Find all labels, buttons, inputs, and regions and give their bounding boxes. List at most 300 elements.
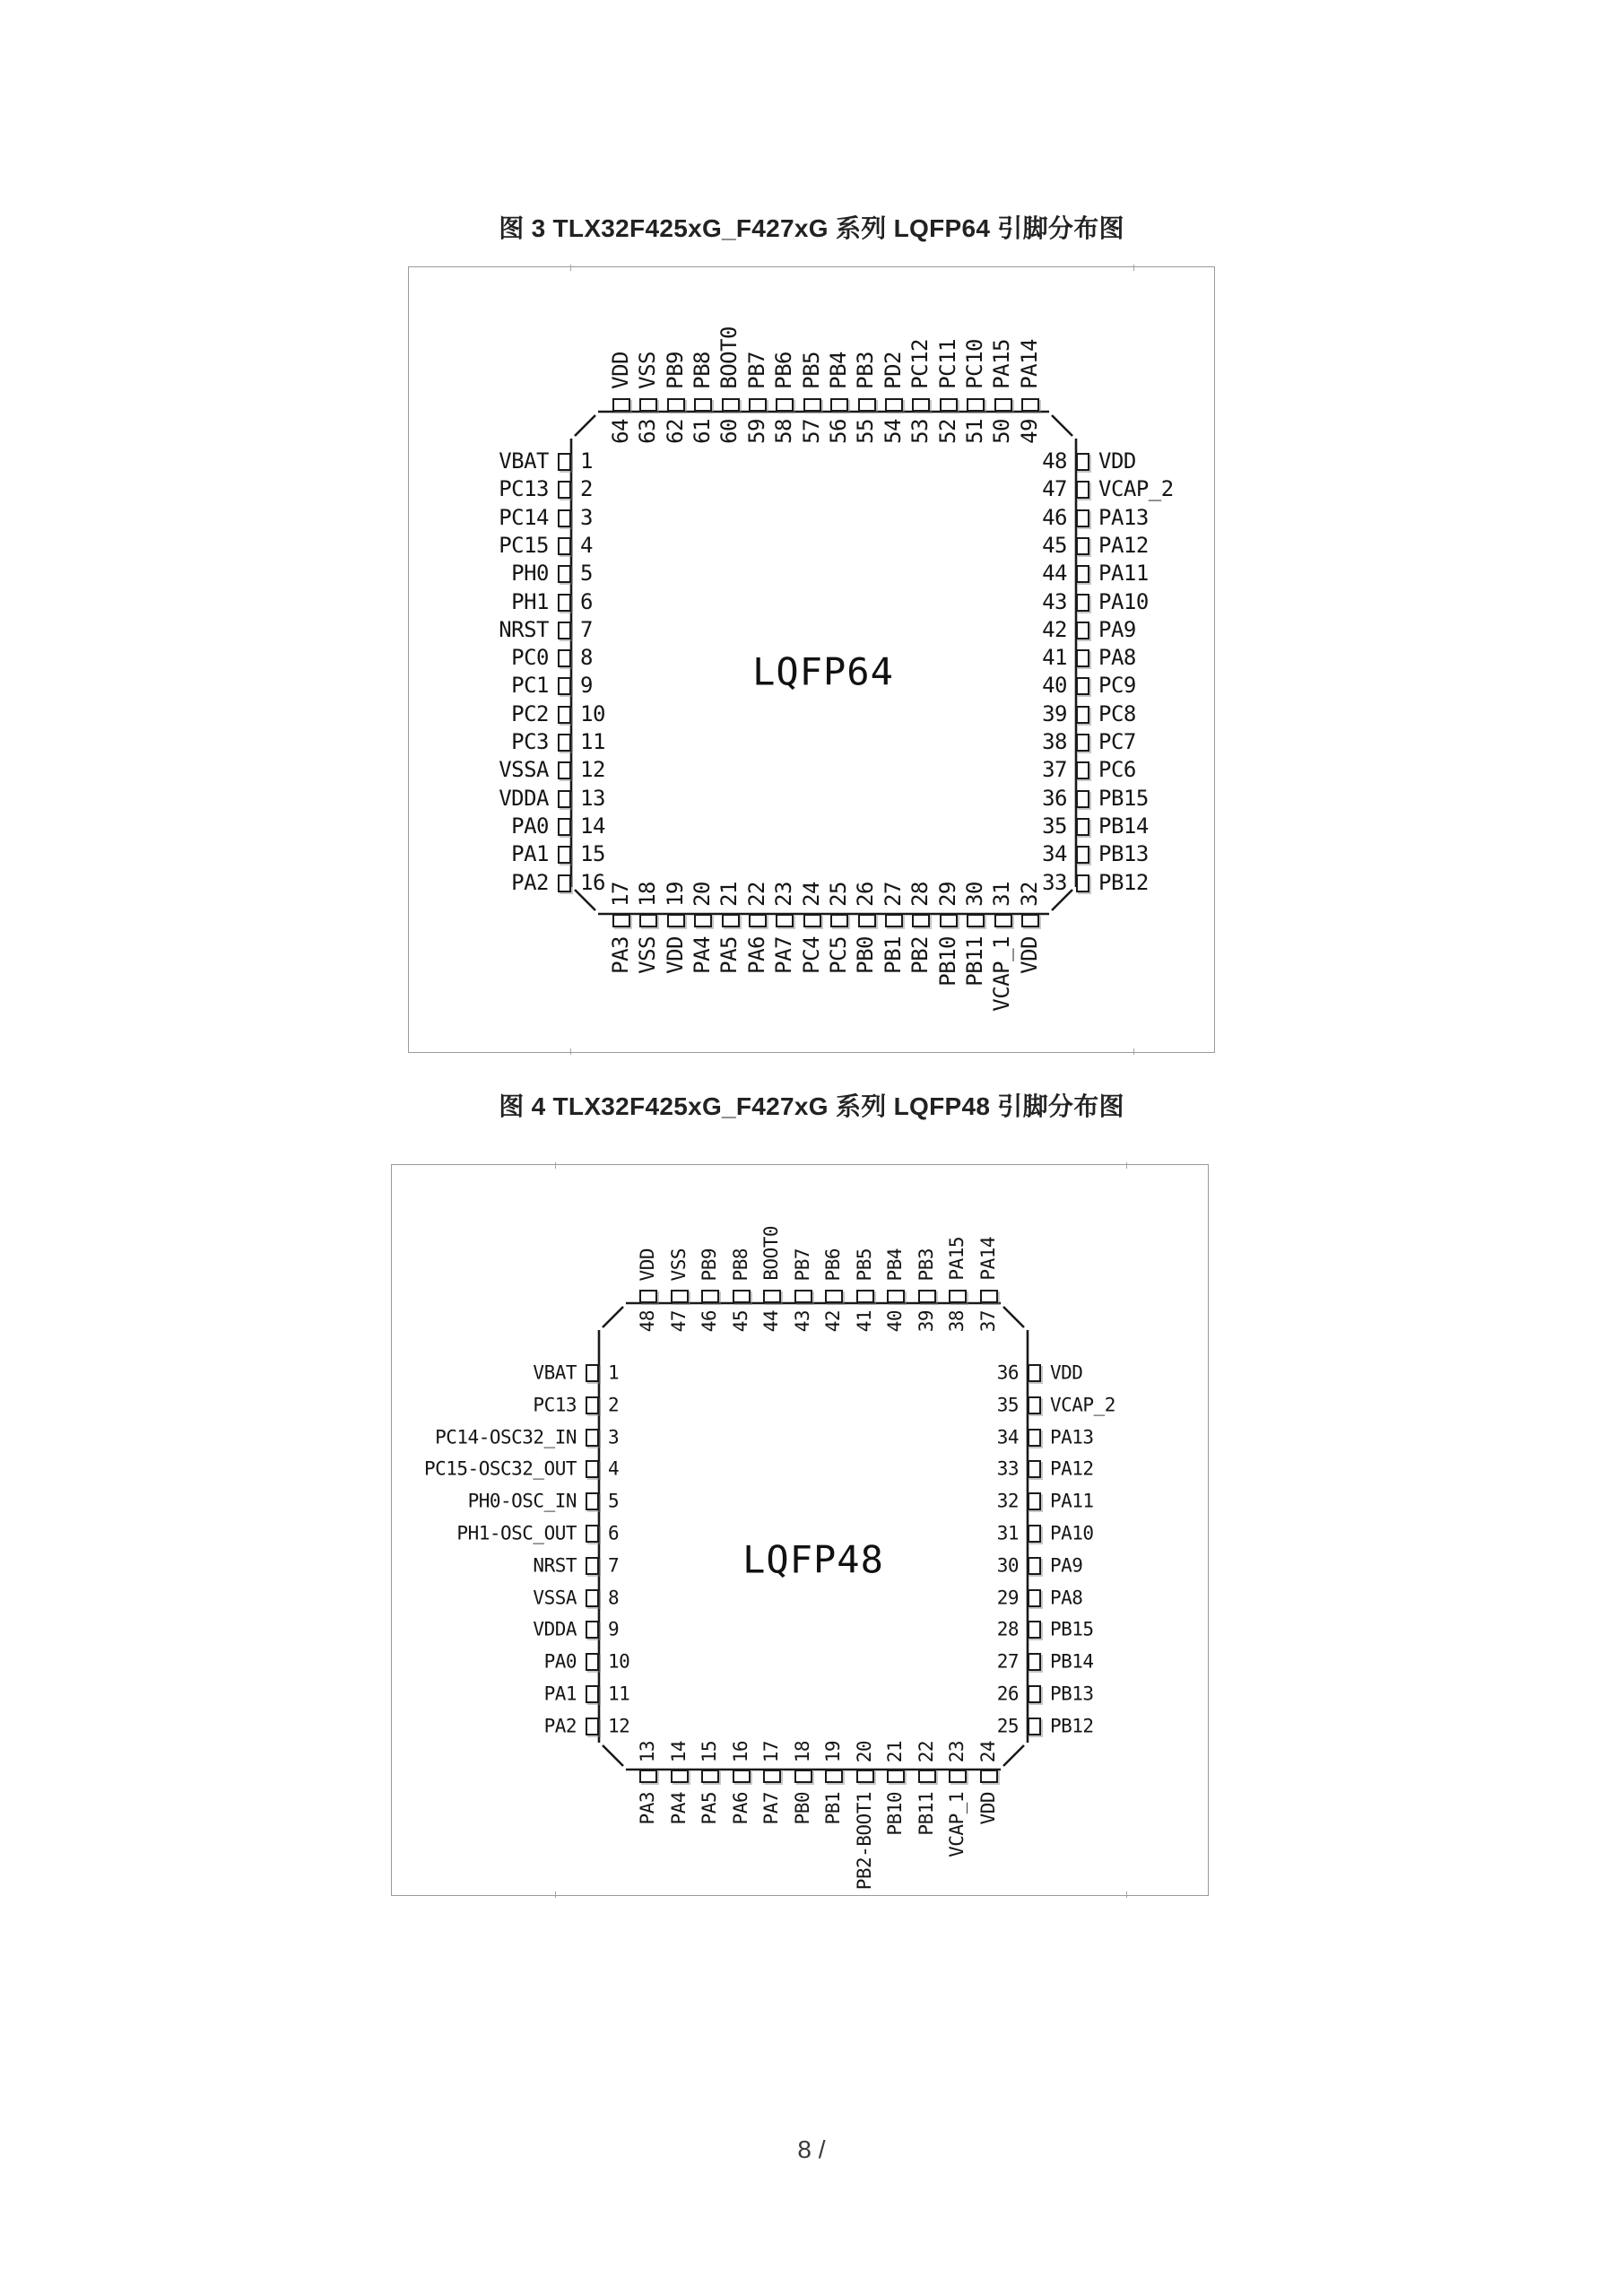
- pin-number-59: 59: [743, 419, 769, 444]
- pin-number-30: 30: [962, 882, 987, 907]
- pin-label-51: PC10: [962, 339, 987, 389]
- pin-number-44: 44: [760, 1310, 783, 1333]
- pin-label-34: PB13: [1098, 841, 1149, 867]
- pin-pad-35: [1076, 818, 1089, 836]
- pin-number-43: 43: [1042, 588, 1067, 614]
- pin-label-59: PB7: [743, 352, 769, 389]
- pin-pad-46: [701, 1290, 719, 1303]
- pin-number-41: 41: [853, 1310, 875, 1333]
- pin-pad-39: [1076, 706, 1089, 724]
- pin-pad-33: [1076, 874, 1089, 892]
- pin-label-4: PC15-OSC32_OUT: [423, 1457, 577, 1480]
- pin-label-47: VSS: [667, 1248, 690, 1281]
- pin-pad-17: [612, 914, 630, 927]
- pin-label-6: PH1-OSC_OUT: [456, 1522, 577, 1544]
- pin-pad-24: [803, 914, 821, 927]
- pin-label-46: PB9: [699, 1248, 721, 1281]
- pin-pad-13: [639, 1770, 657, 1783]
- pin-number-13: 13: [637, 1740, 659, 1762]
- lqfp48-diagram: [391, 1164, 1209, 1896]
- pin-number-37: 37: [1042, 757, 1067, 783]
- pin-number-22: 22: [915, 1740, 937, 1762]
- pin-number-5: 5: [608, 1490, 620, 1512]
- pin-number-17: 17: [607, 882, 633, 907]
- pin-number-15: 15: [580, 841, 605, 867]
- pin-pad-30: [967, 914, 985, 927]
- pin-pad-43: [794, 1290, 812, 1303]
- pin-number-28: 28: [907, 882, 933, 907]
- pin-label-30: PA9: [1050, 1554, 1083, 1577]
- pin-pad-30: [1028, 1557, 1041, 1575]
- pin-label-48: VDD: [637, 1248, 659, 1281]
- pin-pad-25: [1028, 1718, 1041, 1735]
- pin-number-41: 41: [1042, 644, 1067, 670]
- pin-label-57: PB5: [798, 352, 824, 389]
- border-tick: [570, 265, 571, 271]
- corner-mark: [1003, 1745, 1024, 1766]
- pin-pad-41: [856, 1290, 874, 1303]
- pin-label-19: PB1: [822, 1792, 845, 1825]
- pin-label-44: PA11: [1098, 561, 1149, 587]
- pin-label-14: PA0: [511, 813, 549, 839]
- pin-label-13: PA3: [637, 1792, 659, 1825]
- pin-pad-9: [558, 677, 571, 695]
- pin-number-25: 25: [826, 882, 851, 907]
- pin-pad-2: [586, 1396, 599, 1414]
- pin-number-9: 9: [580, 673, 593, 699]
- pin-number-39: 39: [1042, 700, 1067, 726]
- pin-label-16: PA2: [511, 869, 549, 895]
- pin-number-23: 23: [946, 1740, 968, 1762]
- pin-label-36: PB15: [1098, 785, 1149, 811]
- pin-label-53: PC12: [907, 339, 933, 389]
- pin-number-18: 18: [791, 1740, 813, 1762]
- pin-number-52: 52: [934, 419, 960, 444]
- pin-number-9: 9: [608, 1618, 620, 1640]
- pin-number-37: 37: [976, 1310, 999, 1333]
- pin-label-63: VSS: [635, 352, 661, 389]
- pin-pad-50: [994, 398, 1012, 412]
- pin-label-15: PA1: [511, 841, 549, 867]
- pin-label-28: PB15: [1050, 1618, 1094, 1640]
- pin-label-48: VDD: [1098, 448, 1136, 474]
- pin-number-21: 21: [716, 882, 742, 907]
- pin-pad-37: [1076, 761, 1089, 779]
- border-tick: [1126, 1162, 1127, 1169]
- pin-pad-46: [1076, 509, 1089, 527]
- pin-pad-47: [671, 1290, 689, 1303]
- pin-label-9: PC1: [511, 673, 549, 699]
- pin-label-43: PB7: [791, 1248, 813, 1281]
- pin-label-3: PC14: [499, 504, 549, 530]
- pin-number-30: 30: [996, 1554, 1019, 1577]
- pin-number-63: 63: [635, 419, 661, 444]
- pin-label-1: VBAT: [533, 1361, 577, 1384]
- pin-pad-12: [586, 1718, 599, 1735]
- pin-label-17: PA3: [607, 936, 633, 974]
- corner-mark: [603, 1745, 623, 1766]
- pin-label-22: PB11: [915, 1792, 937, 1836]
- pin-label-36: VDD: [1050, 1361, 1083, 1384]
- pin-number-19: 19: [662, 882, 688, 907]
- pin-label-39: PB3: [915, 1248, 937, 1281]
- pin-pad-26: [1028, 1685, 1041, 1703]
- pin-pad-3: [558, 509, 571, 527]
- pin-pad-31: [994, 914, 1012, 927]
- pin-number-34: 34: [1042, 841, 1067, 867]
- pin-label-62: PB9: [662, 352, 688, 389]
- pin-number-39: 39: [915, 1310, 937, 1333]
- pin-number-2: 2: [580, 476, 593, 502]
- pin-number-58: 58: [771, 419, 797, 444]
- pin-label-12: VSSA: [499, 757, 549, 783]
- pin-label-10: PC2: [511, 700, 549, 726]
- pin-number-31: 31: [996, 1522, 1019, 1544]
- pin-number-61: 61: [690, 419, 715, 444]
- pin-label-28: PB2: [907, 936, 933, 974]
- pin-number-11: 11: [608, 1683, 630, 1705]
- pin-number-45: 45: [1042, 532, 1067, 558]
- pin-pad-44: [763, 1290, 781, 1303]
- pin-pad-11: [586, 1685, 599, 1703]
- pin-label-55: PB3: [853, 352, 879, 389]
- pin-label-56: PB4: [826, 352, 851, 389]
- pin-label-58: PB6: [771, 352, 797, 389]
- pin-pad-44: [1076, 565, 1089, 583]
- pin-number-44: 44: [1042, 561, 1067, 587]
- pin-number-42: 42: [822, 1310, 845, 1333]
- pin-pad-18: [794, 1770, 812, 1783]
- pin-label-10: PA0: [543, 1650, 577, 1673]
- pin-label-25: PB12: [1050, 1715, 1094, 1737]
- pin-label-64: VDD: [607, 352, 633, 389]
- pin-number-51: 51: [962, 419, 987, 444]
- pin-pad-55: [858, 398, 876, 412]
- pin-label-2: PC13: [533, 1394, 577, 1416]
- pin-label-8: VSSA: [533, 1587, 577, 1609]
- pin-label-30: PB11: [962, 936, 987, 987]
- pin-number-43: 43: [791, 1310, 813, 1333]
- pin-number-38: 38: [946, 1310, 968, 1333]
- pin-label-6: PH1: [511, 588, 549, 614]
- pin-pad-16: [558, 874, 571, 892]
- border-tick: [555, 1162, 556, 1169]
- border-tick: [1126, 1892, 1127, 1898]
- pin-pad-6: [586, 1525, 599, 1543]
- pin-pad-12: [558, 761, 571, 779]
- pin-label-15: PA5: [699, 1792, 721, 1825]
- border-tick: [1133, 265, 1134, 271]
- pin-number-24: 24: [976, 1740, 999, 1762]
- pin-label-5: PH0-OSC_IN: [467, 1490, 577, 1512]
- pin-pad-13: [558, 790, 571, 808]
- pin-number-46: 46: [1042, 504, 1067, 530]
- pin-label-29: PB10: [934, 936, 960, 987]
- pin-pad-29: [940, 914, 958, 927]
- pin-number-32: 32: [996, 1490, 1019, 1512]
- pin-label-9: VDDA: [533, 1618, 577, 1640]
- pin-number-48: 48: [637, 1310, 659, 1333]
- pin-label-20: PB2-BOOT1: [853, 1792, 875, 1891]
- pin-label-12: PA2: [543, 1715, 577, 1737]
- pin-pad-1: [586, 1364, 599, 1382]
- figure3-title: 图 3 TLX32F425xG_F427xG 系列 LQFP64 引脚分布图: [499, 214, 1124, 242]
- pin-pad-8: [586, 1589, 599, 1607]
- pin-pad-42: [825, 1290, 843, 1303]
- pin-label-18: VSS: [635, 936, 661, 974]
- pin-label-35: PB14: [1098, 813, 1149, 839]
- pin-pad-32: [1028, 1492, 1041, 1510]
- corner-mark: [1052, 415, 1072, 436]
- pin-number-8: 8: [580, 644, 593, 670]
- pin-pad-28: [912, 914, 930, 927]
- pin-pad-4: [558, 537, 571, 555]
- pin-number-10: 10: [608, 1650, 630, 1673]
- pin-label-14: PA4: [667, 1792, 690, 1825]
- pin-pad-64: [612, 398, 630, 412]
- pin-pad-27: [885, 914, 903, 927]
- pin-pad-1: [558, 453, 571, 471]
- pin-label-29: PA8: [1050, 1587, 1083, 1609]
- pin-number-42: 42: [1042, 616, 1067, 642]
- pin-label-26: PB0: [853, 936, 879, 974]
- pin-number-15: 15: [699, 1740, 721, 1762]
- pin-number-24: 24: [798, 882, 824, 907]
- pin-pad-16: [733, 1770, 751, 1783]
- pin-number-6: 6: [608, 1522, 620, 1544]
- pin-number-3: 3: [580, 504, 593, 530]
- pin-pad-61: [694, 398, 712, 412]
- pin-pad-35: [1028, 1396, 1041, 1414]
- pin-label-8: PC0: [511, 644, 549, 670]
- pin-pad-45: [733, 1290, 751, 1303]
- pin-pad-23: [776, 914, 794, 927]
- page-number: 8 /: [797, 2135, 826, 2163]
- pin-label-34: PA13: [1050, 1426, 1094, 1448]
- pin-number-11: 11: [580, 728, 605, 754]
- pin-pad-11: [558, 734, 571, 752]
- pin-pad-14: [558, 818, 571, 836]
- pin-pad-22: [918, 1770, 936, 1783]
- pin-label-60: BOOT0: [716, 326, 742, 389]
- pin-label-2: PC13: [499, 476, 549, 502]
- pin-number-13: 13: [580, 785, 605, 811]
- corner-mark: [575, 415, 595, 436]
- corner-mark: [1003, 1307, 1024, 1327]
- pin-number-28: 28: [996, 1618, 1019, 1640]
- pin-label-23: PA7: [771, 936, 797, 974]
- pin-pad-26: [858, 914, 876, 927]
- pin-pad-21: [887, 1770, 905, 1783]
- pin-number-55: 55: [853, 419, 879, 444]
- pin-label-27: PB14: [1050, 1650, 1094, 1673]
- pin-number-35: 35: [1042, 813, 1067, 839]
- pin-pad-48: [1076, 453, 1089, 471]
- pin-label-33: PB12: [1098, 869, 1149, 895]
- pin-label-31: PA10: [1050, 1522, 1094, 1544]
- pin-pad-27: [1028, 1653, 1041, 1671]
- pin-label-31: VCAP_1: [989, 936, 1015, 1012]
- pin-number-32: 32: [1016, 882, 1042, 907]
- pin-pad-57: [803, 398, 821, 412]
- pin-label-19: VDD: [662, 936, 688, 974]
- pin-number-2: 2: [608, 1394, 620, 1416]
- pin-number-47: 47: [1042, 476, 1067, 502]
- pin-pad-34: [1076, 846, 1089, 864]
- pin-pad-58: [776, 398, 794, 412]
- pin-label-49: PA14: [1016, 339, 1042, 389]
- pin-pad-19: [825, 1770, 843, 1783]
- pin-label-27: PB1: [880, 936, 906, 974]
- pin-label-46: PA13: [1098, 504, 1149, 530]
- pin-label-24: PC4: [798, 936, 824, 974]
- pin-number-8: 8: [608, 1587, 620, 1609]
- pin-number-4: 4: [608, 1457, 620, 1480]
- pin-label-23: VCAP_1: [946, 1792, 968, 1857]
- pin-pad-10: [586, 1653, 599, 1671]
- pin-label-45: PA12: [1098, 532, 1149, 558]
- pin-pad-20: [694, 914, 712, 927]
- pin-label-11: PC3: [511, 728, 549, 754]
- pin-pad-56: [830, 398, 848, 412]
- pin-label-37: PC6: [1098, 757, 1136, 783]
- lqfp64-diagram: [408, 266, 1215, 1053]
- pin-number-3: 3: [608, 1426, 620, 1448]
- pin-number-20: 20: [690, 882, 715, 907]
- pin-label-1: VBAT: [499, 448, 549, 474]
- pin-pad-62: [667, 398, 685, 412]
- pin-pad-19: [667, 914, 685, 927]
- pin-number-1: 1: [608, 1361, 620, 1384]
- pin-number-26: 26: [996, 1683, 1019, 1705]
- pin-label-13: VDDA: [499, 785, 549, 811]
- pin-pad-15: [701, 1770, 719, 1783]
- pin-number-19: 19: [822, 1740, 845, 1762]
- pin-pad-17: [763, 1770, 781, 1783]
- pin-label-35: VCAP_2: [1050, 1394, 1115, 1416]
- pin-number-45: 45: [729, 1310, 751, 1333]
- pin-label-5: PH0: [511, 561, 549, 587]
- pin-pad-7: [558, 622, 571, 639]
- pin-pad-7: [586, 1557, 599, 1575]
- pin-number-12: 12: [608, 1715, 630, 1737]
- pin-label-42: PA9: [1098, 616, 1136, 642]
- pin-number-12: 12: [580, 757, 605, 783]
- pin-pad-37: [980, 1290, 998, 1303]
- pin-number-48: 48: [1042, 448, 1067, 474]
- pin-number-7: 7: [580, 616, 593, 642]
- pin-label-18: PB0: [791, 1792, 813, 1825]
- pin-number-33: 33: [1042, 869, 1067, 895]
- pin-label-39: PC8: [1098, 700, 1136, 726]
- pin-pad-52: [940, 398, 958, 412]
- pin-label-45: PB8: [729, 1248, 751, 1281]
- pin-label-11: PA1: [543, 1683, 577, 1705]
- pin-pad-45: [1076, 537, 1089, 555]
- pin-pad-22: [749, 914, 767, 927]
- pin-pad-63: [639, 398, 657, 412]
- pin-label-41: PB5: [853, 1248, 875, 1281]
- pin-number-56: 56: [826, 419, 851, 444]
- pin-label-40: PC9: [1098, 673, 1136, 699]
- pin-number-27: 27: [996, 1650, 1019, 1673]
- pin-number-54: 54: [880, 419, 906, 444]
- pin-number-62: 62: [662, 419, 688, 444]
- pin-pad-49: [1021, 398, 1039, 412]
- pin-number-1: 1: [580, 448, 593, 474]
- chip-package-label: LQFP48: [742, 1537, 884, 1582]
- pin-number-6: 6: [580, 588, 593, 614]
- pin-pad-25: [830, 914, 848, 927]
- pin-number-14: 14: [580, 813, 605, 839]
- pin-number-33: 33: [996, 1457, 1019, 1480]
- pin-number-20: 20: [853, 1740, 875, 1762]
- pin-number-34: 34: [996, 1426, 1019, 1448]
- pin-number-25: 25: [996, 1715, 1019, 1737]
- pin-pad-32: [1021, 914, 1039, 927]
- pin-pad-5: [586, 1492, 599, 1510]
- pin-label-42: PB6: [822, 1248, 845, 1281]
- pin-label-38: PA15: [946, 1237, 968, 1281]
- pin-pad-40: [887, 1290, 905, 1303]
- pin-label-20: PA4: [690, 936, 715, 974]
- pin-number-23: 23: [771, 882, 797, 907]
- pin-pad-43: [1076, 594, 1089, 612]
- pin-label-37: PA14: [976, 1237, 999, 1281]
- pin-number-40: 40: [1042, 673, 1067, 699]
- pin-label-21: PA5: [716, 936, 742, 974]
- pin-label-32: PA11: [1050, 1490, 1094, 1512]
- pin-label-17: PA7: [760, 1792, 783, 1825]
- pin-label-24: VDD: [976, 1792, 999, 1825]
- pin-pad-15: [558, 846, 571, 864]
- pin-label-25: PC5: [826, 936, 851, 974]
- pin-label-43: PA10: [1098, 588, 1149, 614]
- pin-number-50: 50: [989, 419, 1015, 444]
- pin-number-46: 46: [699, 1310, 721, 1333]
- pin-pad-36: [1076, 790, 1089, 808]
- pin-number-29: 29: [996, 1587, 1019, 1609]
- pin-number-26: 26: [853, 882, 879, 907]
- pin-number-49: 49: [1016, 419, 1042, 444]
- pin-label-7: NRST: [499, 616, 549, 642]
- pin-pad-4: [586, 1460, 599, 1478]
- pin-pad-36: [1028, 1364, 1041, 1382]
- pin-label-41: PA8: [1098, 644, 1136, 670]
- pin-label-44: BOOT0: [760, 1226, 783, 1281]
- pin-pad-8: [558, 649, 571, 667]
- pin-number-21: 21: [884, 1740, 907, 1762]
- pin-pad-33: [1028, 1460, 1041, 1478]
- pin-pad-14: [671, 1770, 689, 1783]
- pin-label-4: PC15: [499, 532, 549, 558]
- border-tick: [570, 1048, 571, 1055]
- border-tick: [1133, 1048, 1134, 1055]
- pin-number-7: 7: [608, 1554, 620, 1577]
- pin-pad-28: [1028, 1621, 1041, 1639]
- pin-pad-40: [1076, 677, 1089, 695]
- pin-label-52: PC11: [934, 339, 960, 389]
- pin-label-26: PB13: [1050, 1683, 1094, 1705]
- pin-pad-9: [586, 1621, 599, 1639]
- figure4-title: 图 4 TLX32F425xG_F427xG 系列 LQFP48 引脚分布图: [499, 1092, 1124, 1120]
- pin-number-36: 36: [996, 1361, 1019, 1384]
- pin-number-10: 10: [580, 700, 605, 726]
- pin-label-3: PC14-OSC32_IN: [435, 1426, 577, 1448]
- pin-number-22: 22: [743, 882, 769, 907]
- pin-number-47: 47: [667, 1310, 690, 1333]
- pin-label-61: PB8: [690, 352, 715, 389]
